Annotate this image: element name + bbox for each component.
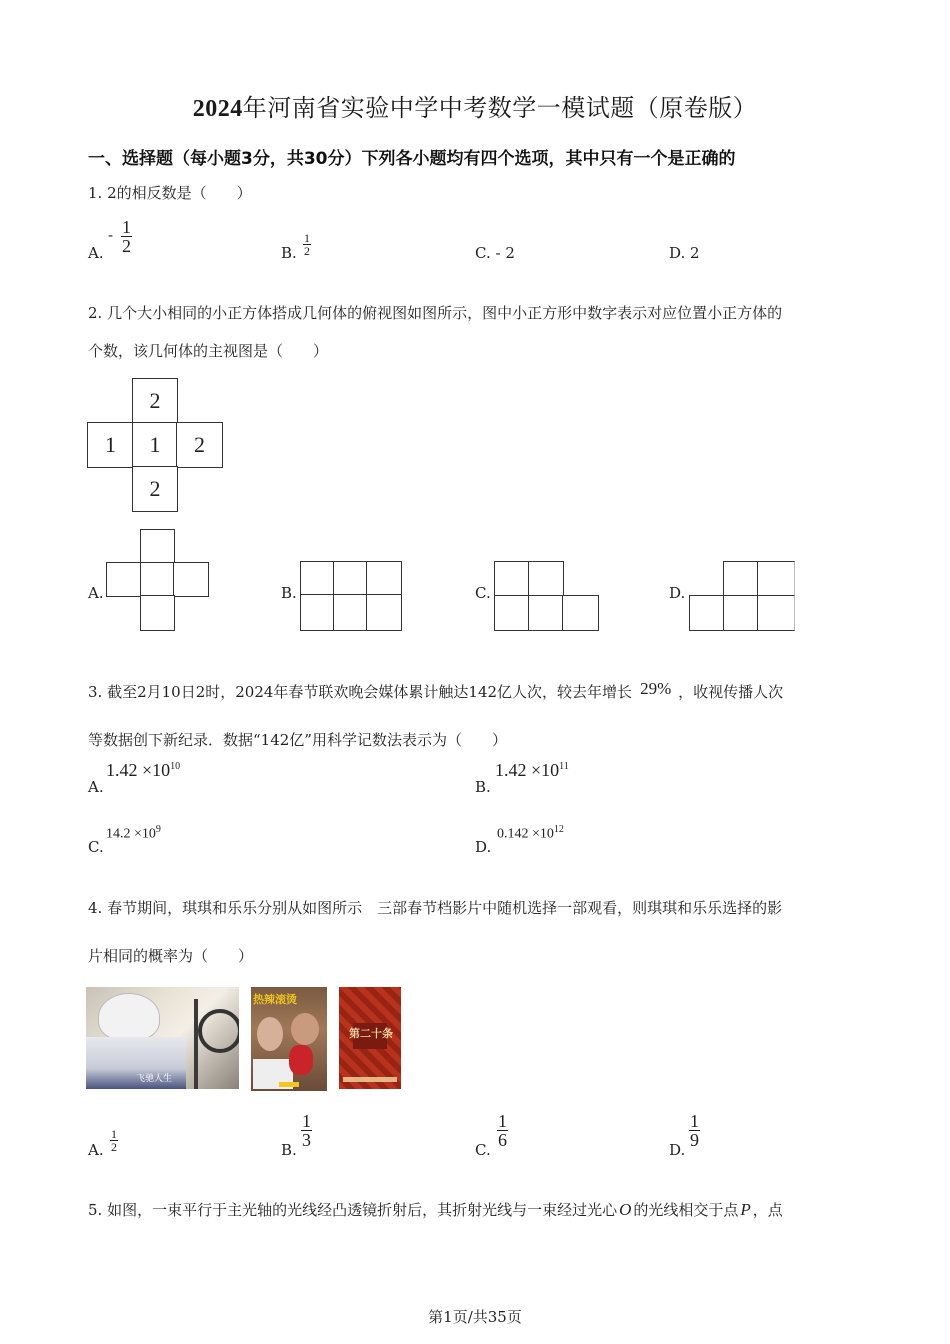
option-label: D. — [669, 1141, 686, 1159]
q4-stem-line1: 4. 春节期间，琪琪和乐乐分别从如图所示 三部春节档影片中随机选择一部观看，则琪琪和乐乐选择的影 — [88, 899, 783, 917]
q5-stem: 5. 如图，一束平行于主光轴的光线经凸透镜折射后，其折射光线与一束经过光心 O 的光线相交于点 P ，点 — [88, 1200, 783, 1219]
fraction: $\frac{1}{9}$ — [690, 1111, 699, 1150]
q3-stem-part1: 3. 截至2月10日2时，2024年春节联欢晚会媒体累计触达142亿人次，较去年增长 — [88, 683, 633, 701]
top-view-cell-top: 2 — [132, 378, 178, 424]
var-P: P — [740, 1200, 751, 1219]
option-value: - 2 — [495, 244, 515, 262]
q2-option-b-label: B. — [281, 584, 297, 602]
top-view-cell-bottom: 2 — [132, 466, 178, 512]
steering-wheel-shape — [198, 1009, 239, 1053]
poster-caption: 热辣滚烫 — [253, 993, 297, 1006]
fraction: $\frac{1}{2}$ — [111, 1127, 117, 1154]
top-view-cell-left: 1 — [87, 422, 134, 468]
q2-option-c-label: C. — [475, 584, 491, 602]
top-view-cell-right: 2 — [176, 422, 223, 468]
poster-caption: 飞驰人生 — [136, 1074, 173, 1084]
fraction: $\frac{1}{2}$ — [304, 231, 310, 258]
q2-option-d-figure — [689, 561, 795, 631]
sci-notation: $1.42 \times 10^{11}$ — [495, 760, 569, 780]
q2-option-d-label: D. — [669, 584, 686, 602]
fraction: $\frac{1}{2}$ — [122, 217, 131, 256]
q3-stem-line1 — [88, 679, 784, 702]
q2-stem-line2: 个数，该几何体的主视图是（ ） — [88, 342, 329, 360]
title-text: 年河南省实验中学中考数学一模试题（原卷版） — [242, 94, 758, 122]
page-footer: 第1页/共35页 — [428, 1308, 522, 1326]
top-view-cell-center: 1 — [132, 422, 178, 468]
fraction: $\frac{1}{6}$ — [498, 1111, 507, 1150]
sci-notation: $0.142 \times 10^{12}$ — [497, 824, 564, 842]
option-label: C. — [475, 1141, 491, 1159]
section-heading: 一、选择题（每小题3分，共30分）下列各小题均有四个选项，其中只有一个是正确的 — [88, 149, 736, 169]
q2-option-c-figure — [494, 561, 599, 631]
movie-poster-3 — [339, 987, 401, 1089]
sci-notation: $1.42 \times 10^{10}$ — [106, 760, 181, 780]
minus-sign: - — [108, 226, 114, 244]
q1-option-d — [669, 244, 700, 262]
q1-stem: 1. 2的相反数是（ ） — [88, 184, 252, 202]
helmet-shape — [98, 993, 160, 1041]
boxing-glove-shape — [289, 1045, 313, 1075]
option-label: B. — [475, 778, 491, 796]
q4-stem-line2: 片相同的概率为（ ） — [88, 947, 254, 965]
fraction: $\frac{1}{3}$ — [302, 1111, 311, 1150]
document-title — [0, 88, 950, 123]
option-label: A. — [88, 778, 104, 796]
option-value: 2 — [690, 244, 700, 262]
option-label: D. — [475, 838, 492, 856]
option-label: C. — [475, 244, 491, 262]
q3-stem-part2: ，收视传播人次 — [678, 683, 784, 701]
movie-poster-2 — [251, 987, 327, 1091]
option-label: C. — [88, 838, 104, 856]
title-year: 2024 — [192, 96, 243, 122]
q2-option-b-figure — [300, 561, 402, 631]
q2-stem-line1: 2. 几个大小相同的小正方体搭成几何体的俯视图如图所示，图中小正方形中数字表示对应位置小正方体的 — [88, 304, 783, 322]
option-label: A. — [88, 1141, 104, 1159]
movie-poster-1 — [86, 987, 239, 1089]
q2-option-a-label: A. — [88, 584, 104, 602]
q3-stem-line2: 等数据创下新纪录．数据“142亿”用科学记数法表示为（ ） — [88, 731, 507, 749]
q1-option-c — [475, 244, 515, 262]
sci-notation: $14.2 \times 10^9$ — [106, 824, 161, 842]
option-label: A. — [88, 244, 104, 262]
percent-value: 29% — [640, 679, 672, 698]
var-O: O — [619, 1200, 632, 1219]
top-view-figure — [87, 378, 223, 512]
option-label: B. — [281, 1141, 297, 1159]
q2-option-a-figure — [106, 529, 209, 631]
poster-caption: 第二十条 — [349, 1027, 393, 1040]
option-label: D. — [669, 244, 686, 262]
option-label: B. — [281, 244, 297, 262]
